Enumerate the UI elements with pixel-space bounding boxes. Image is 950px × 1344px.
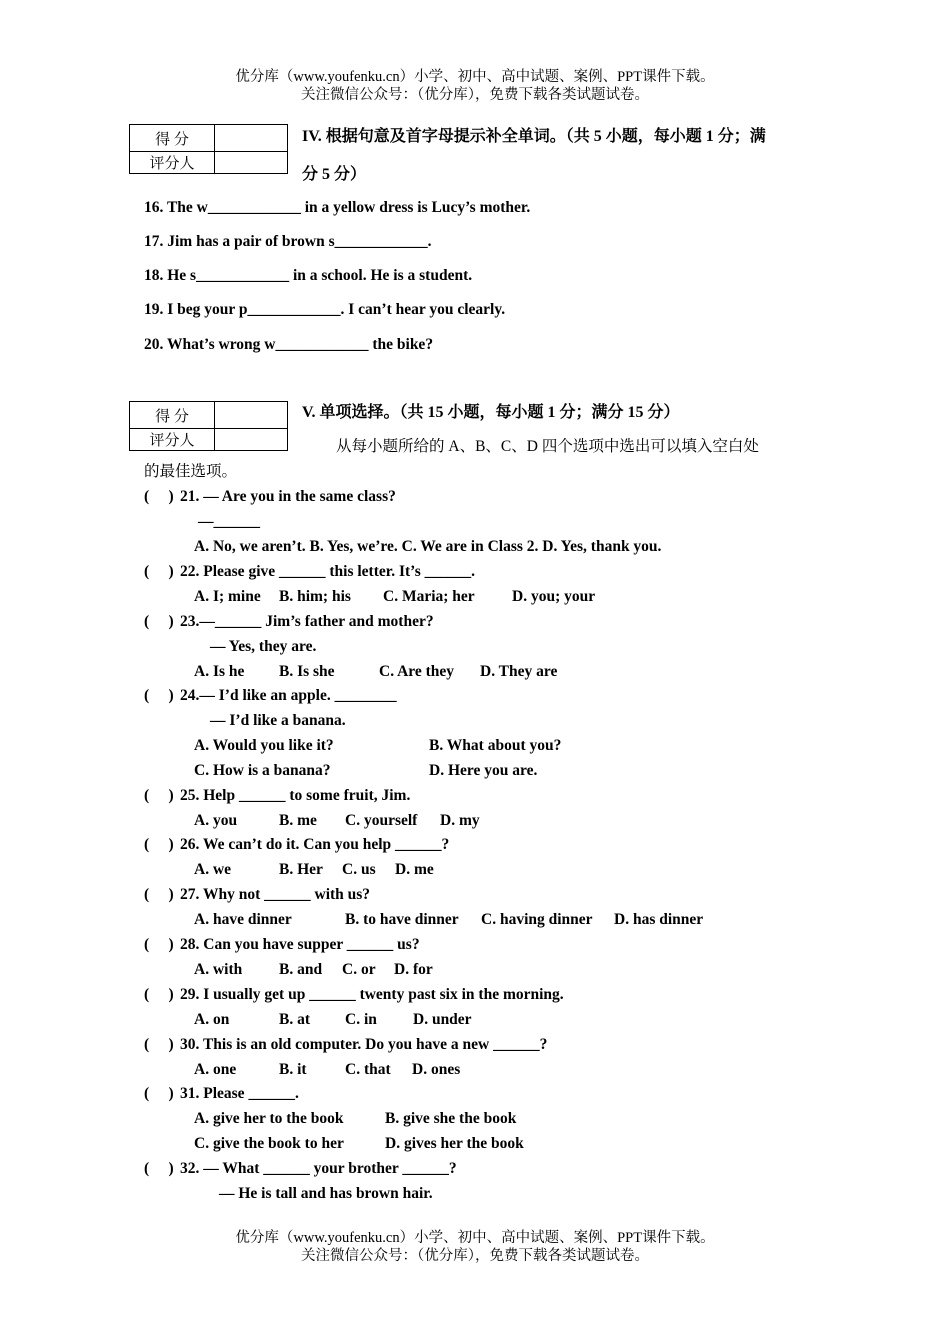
grader-cell[interactable] xyxy=(215,152,288,174)
option-d: D. They are xyxy=(480,663,558,680)
option-a: A. I; mine xyxy=(194,588,261,605)
answer-bracket[interactable]: ( ) xyxy=(144,687,174,704)
answer-bracket[interactable]: ( ) xyxy=(144,1085,174,1102)
question-19: 19. I beg your p____________. I can’t hear you clearly. xyxy=(144,301,506,318)
option-b: B. and xyxy=(279,961,323,978)
option-b: B. Is she xyxy=(279,663,335,680)
answer-bracket[interactable]: ( ) xyxy=(144,787,174,804)
score-cell[interactable] xyxy=(215,402,288,429)
answer-bracket[interactable]: ( ) xyxy=(144,1036,174,1053)
question-18: 18. He s____________ in a school. He is a student. xyxy=(144,267,473,284)
option-b: B. at xyxy=(279,1011,310,1028)
option-c: C. give the book to her xyxy=(194,1135,344,1152)
option-a: A. Would you like it? xyxy=(194,737,334,754)
grader-label: 评分人 xyxy=(130,152,215,174)
option-a: A. give her to the book xyxy=(194,1110,344,1127)
section-5-instructions-cont: 的最佳选项。 xyxy=(144,463,238,480)
option-d: D. ones xyxy=(412,1061,461,1078)
option-b: B. me xyxy=(279,812,317,829)
option-a: A. with xyxy=(194,961,243,978)
question-21-options: A. No, we aren’t. B. Yes, we’re. C. We are in Class 2. D. Yes, thank you. xyxy=(194,538,662,555)
option-b: B. give she the book xyxy=(385,1110,517,1127)
question-32: 32. — What ______ your brother ______? xyxy=(180,1160,457,1177)
option-d: D. has dinner xyxy=(614,911,704,928)
question-21-response: —______ xyxy=(198,513,260,530)
section-5-instructions: 从每小题所给的 A、B、C、D 四个选项中选出可以填入空白处 xyxy=(336,438,759,455)
grader-label: 评分人 xyxy=(130,429,215,451)
question-16: 16. The w____________ in a yellow dress is Lucy’s mother. xyxy=(144,199,531,216)
option-c: C. yourself xyxy=(345,812,418,829)
answer-bracket[interactable]: ( ) xyxy=(144,886,174,903)
question-26: 26. We can’t do it. Can you help ______? xyxy=(180,836,450,853)
footer-line-2: 关注微信公众号：（优分库），免费下载各类试题试卷。 xyxy=(301,1248,649,1264)
grader-cell[interactable] xyxy=(215,429,288,451)
option-d: D. you; your xyxy=(512,588,596,605)
option-b: B. to have dinner xyxy=(345,911,459,928)
option-a: A. you xyxy=(194,812,238,829)
option-c: C. Are they xyxy=(379,663,455,680)
option-d: D. me xyxy=(395,861,434,878)
option-a: A. Is he xyxy=(194,663,245,680)
option-a: A. have dinner xyxy=(194,911,292,928)
question-24: 24.— I’d like an apple. ________ xyxy=(180,687,397,704)
option-d: D. my xyxy=(440,812,480,829)
question-27: 27. Why not ______ with us? xyxy=(180,886,371,903)
option-b: B. it xyxy=(279,1061,307,1078)
option-b: B. Her xyxy=(279,861,323,878)
question-23-response: — Yes, they are. xyxy=(210,638,317,655)
answer-bracket[interactable]: ( ) xyxy=(144,563,174,580)
section-4-title: IV. 根据句意及首字母提示补全单词。（共 5 小题，每小题 1 分；满 xyxy=(302,128,766,145)
score-cell[interactable] xyxy=(215,125,288,152)
option-d: D. Here you are. xyxy=(429,762,538,779)
option-b: B. What about you? xyxy=(429,737,562,754)
question-25: 25. Help ______ to some fruit, Jim. xyxy=(180,787,411,804)
question-30: 30. This is an old computer. Do you have a new ______? xyxy=(180,1036,548,1053)
option-c: C. in xyxy=(345,1011,377,1028)
option-c: C. Maria; her xyxy=(383,588,475,605)
question-32-response: — He is tall and has brown hair. xyxy=(219,1185,433,1202)
question-20: 20. What’s wrong w____________ the bike? xyxy=(144,336,434,353)
section-5-title: V. 单项选择。（共 15 小题，每小题 1 分；满分 15 分） xyxy=(302,404,680,421)
option-d: D. under xyxy=(413,1011,472,1028)
option-c: C. or xyxy=(342,961,376,978)
answer-bracket[interactable]: ( ) xyxy=(144,1160,174,1177)
question-28: 28. Can you have supper ______ us? xyxy=(180,936,420,953)
question-22: 22. Please give ______ this letter. It’s ______. xyxy=(180,563,476,580)
answer-bracket[interactable]: ( ) xyxy=(144,936,174,953)
question-21: 21. — Are you in the same class? xyxy=(180,488,396,505)
answer-bracket[interactable]: ( ) xyxy=(144,488,174,505)
question-29: 29. I usually get up ______ twenty past six in the morning. xyxy=(180,986,564,1003)
option-d: D. for xyxy=(394,961,433,978)
option-a: A. on xyxy=(194,1011,230,1028)
answer-bracket[interactable]: ( ) xyxy=(144,986,174,1003)
option-c: C. How is a banana? xyxy=(194,762,331,779)
question-31: 31. Please ______. xyxy=(180,1085,299,1102)
option-c: C. that xyxy=(345,1061,391,1078)
option-d: D. gives her the book xyxy=(385,1135,524,1152)
option-c: C. having dinner xyxy=(481,911,593,928)
section-4-title-cont: 分 5 分） xyxy=(302,166,367,183)
answer-bracket[interactable]: ( ) xyxy=(144,613,174,630)
option-b: B. him; his xyxy=(279,588,351,605)
score-box-section-4 xyxy=(129,124,288,174)
header-line-2: 关注微信公众号：（优分库），免费下载各类试题试卷。 xyxy=(301,87,649,103)
question-17: 17. Jim has a pair of brown s____________. xyxy=(144,233,432,250)
score-box-section-5 xyxy=(129,401,288,451)
question-24-response: — I’d like a banana. xyxy=(210,712,346,729)
footer-line-1: 优分库（www.youfenku.cn）小学、初中、高中试题、案例、PPT课件下载。 xyxy=(235,1230,715,1246)
score-label: 得 分 xyxy=(130,125,215,152)
header-line-1: 优分库（www.youfenku.cn）小学、初中、高中试题、案例、PPT课件下载。 xyxy=(235,69,715,85)
option-c: C. us xyxy=(342,861,376,878)
question-23: 23.—______ Jim’s father and mother? xyxy=(180,613,434,630)
option-a: A. one xyxy=(194,1061,237,1078)
score-label: 得 分 xyxy=(130,402,215,429)
answer-bracket[interactable]: ( ) xyxy=(144,836,174,853)
option-a: A. we xyxy=(194,861,232,878)
